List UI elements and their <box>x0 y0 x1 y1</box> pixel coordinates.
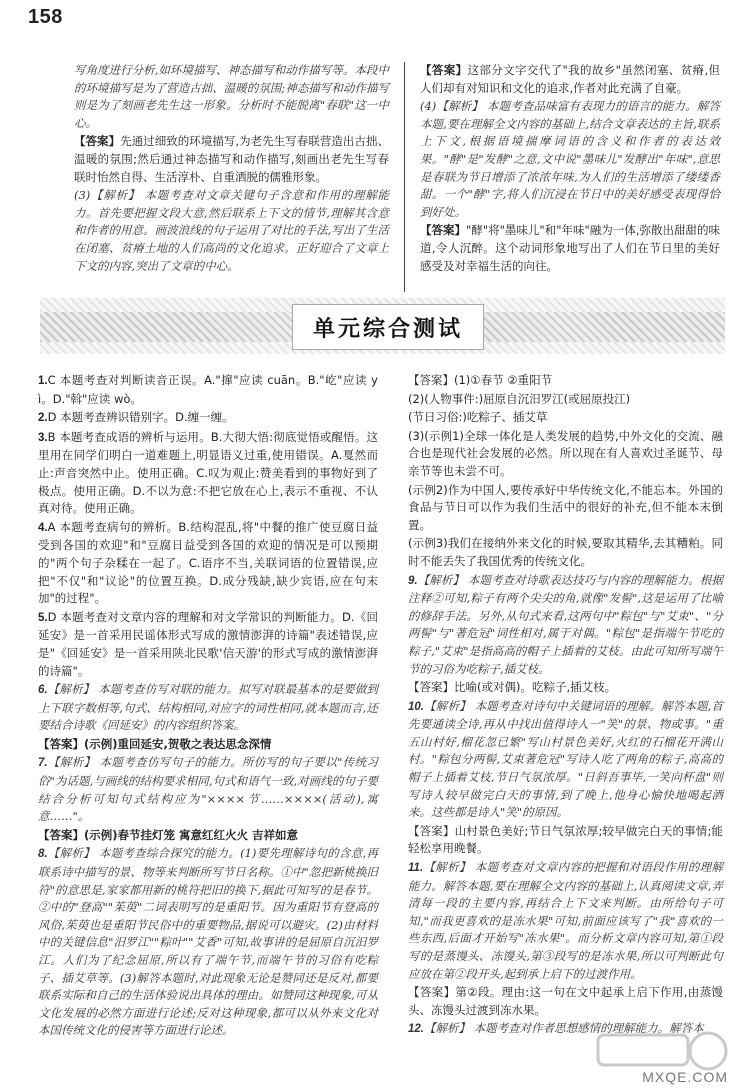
paragraph-text: "酵"将"墨味儿"和"年味"融为一体,弥散出甜甜的味道,令人沉醉。这个动词形象地写出了人们在节日里的美好感受及对幸福生活的向往。 <box>420 223 721 273</box>
question-number: 10. <box>408 700 424 713</box>
paragraph-text: 写角度进行分析,如环境描写、神态描写和动作描写等。本段中的环境描写是为了营造古拙、温暖的氛围;神态描写和动作描写则是为了刻画老先生这一形象。分析时不能脱离"春联"这一中心。 <box>74 63 389 130</box>
paragraph <box>408 679 723 697</box>
question-number: 3. <box>38 431 48 444</box>
paragraph-text: 【解析】 本题考查对作者思想感情的理解能力。解答本 <box>424 1021 704 1036</box>
paragraph <box>38 372 378 408</box>
paragraph <box>408 859 723 983</box>
paragraph-text: (4)【解析】 本题考查品味富有表现力的语言的能力。解答本题,要在理解全文内容的基础上,结合文章表达的主旨,联系上下文,根据语境揣摩词语的含义和作者的表达效果。"酵"是"发酵"之意,文中说"墨味儿"发酵出"年味",意思是春联为节日增添了浓浓年味,为人们的生活增添了缕缕香甜。一个"酵"字,将人们沉浸在节日中的美好感受表现得恰到好处。 <box>420 99 720 219</box>
paragraph <box>408 984 723 1019</box>
paragraph-text: 先通过细致的环境描写,为老先生写春联营造出古拙、温暖的氛围;然后通过神态描写和动作描写,刻画出老先生写春联时怡然自得、生活淳朴、自重洒脱的儒雅形象。 <box>74 134 389 184</box>
paragraph-text: B 本题考查成语的辨析与运用。B.大彻大悟:彻底觉悟或醒悟。这里用在同学们明白一道难题上,明显语义过重,使用错误。A.戛然而止:声音突然中止。使用正确。C.叹为观止:赞美看到的事物好到了极点。使用正确。D.不以为意:不把它放在心上,表示不重视、不认真对待。使用正确。 <box>38 429 378 516</box>
paragraph-text: (3)【解析】 本题考查对文章关键句子含意和作用的理解能力。首先要把握文段大意,然后联系上下文的情节,理解其含意和作者的用意。画波浪线的句子运用了对比的手法,写出了生活在闭塞、贫瘠土地的人们高尚的文化追求。正好迎合了文章上下文的内容,突出了文章的中心。 <box>74 188 389 273</box>
watermark-text: MXQE.COM <box>642 1069 728 1085</box>
answer-tag: 【答案】 <box>420 223 467 238</box>
paragraph-text: (3)(示例1)全球一体化是人类发展的趋势,中外文化的交流、融合也是现代社会发展的必然。所以现在有人喜欢过圣诞节、母亲节等也未尝不可。 <box>408 428 723 478</box>
question-number: 2. <box>38 412 48 425</box>
paragraph-text: 这部分文字交代了"我的故乡"虽然闭塞、贫瘠,但人们却有对知识和文化的追求,作者对此充满了自豪。 <box>420 63 721 95</box>
paragraph-text: 【答案】(1)①春节 ②重阳节 <box>408 373 553 387</box>
answers-left-column <box>38 372 378 1041</box>
paragraph <box>38 754 378 825</box>
paragraph <box>74 62 389 132</box>
paragraph <box>408 391 723 409</box>
paragraph <box>408 372 723 390</box>
paragraph-text: (示例2)作为中国人,要传承好中华传统文化,不能忘本。外国的食品与节日可以作为我们生活中的很好的补充,但不能本末倒置。 <box>408 482 723 532</box>
paragraph <box>420 98 720 221</box>
paragraph-text: 【答案】第②段。理由:这一句在文中起承上启下作用,由蒸馒头、冻馒头过渡到冻水果。 <box>408 985 723 1017</box>
paragraph <box>38 681 378 735</box>
page-number: 158 <box>28 6 63 28</box>
paragraph <box>408 572 723 679</box>
question-number: 9. <box>408 574 418 587</box>
question-number: 4. <box>38 521 48 534</box>
paragraph <box>408 698 723 822</box>
paragraph <box>38 736 378 754</box>
paragraph-text: 【答案】(示例)春节挂灯笼 寓意红红火火 吉祥如意 <box>38 827 299 842</box>
section-title: 单元综合测试 <box>312 316 463 342</box>
paragraph <box>38 845 378 1040</box>
banner-title-box <box>292 304 484 350</box>
paragraph <box>408 535 723 570</box>
question-number: 6. <box>38 684 48 697</box>
paragraph-text: 【解析】 本题考查对诗句中关键词语的理解。解答本题,首先要通读全诗,再从中找出值得诗人一"笑"的景、物或事。"重五山村好,榴花忽已繁"写山村景色美好,火红的石榴花开满山村。"粽包分两髻,艾束著危冠"写诗人吃了两角的粽子,高高的帽子上插着艾枝,节日气氛浓厚。"日斜吾事毕,一笑向杯盘"则写诗人较早做完白天的事情,到了晚上,他身心愉快地喝起酒来。这些都是诗人"笑"的原因。 <box>408 698 723 820</box>
paragraph-text: 【解析】 本题考查仿写句子的能力。所仿写的句子要以"传统习俗"为话题,与画线的结构要求相同,句式和语气一致,对画线的句子要结合分析可知句式结构应为"××××节……××××(活动),寓意……"。 <box>38 755 378 824</box>
paragraph-text: D 本题考查辨识错别字。D.缠一缠。 <box>47 410 234 425</box>
paragraph <box>74 133 389 186</box>
paragraph <box>38 609 378 680</box>
paragraph <box>74 187 389 275</box>
paragraph-text: (节日习俗:)吃粽子、插艾草 <box>408 410 548 425</box>
paragraph-text: D 本题考查对文章内容的理解和对文学常识的判断能力。D.《回延安》是一首采用民谣体形式写成的激情澎湃的诗篇"表述错误,应是"《回延安》是一首采用陕北民歌'信天游'的形式写成的激情澎湃的诗篇"。 <box>38 609 378 678</box>
top-left-column <box>74 62 389 276</box>
paragraph-text: 【解析】 本题考查对诗歌表达技巧与内容的理解能力。根据注释②可知,粽子有两个尖尖的角,就像"发髻",这是运用了比喻的修辞手法。另外,从句式来看,这两句中"粽包"与"艾束"、"分两髻"与"著危冠"词性相对,属于对偶。"粽包"是指端午节吃的粽子,"艾束"是指高高的帽子上插着的艾枝。由此可知所写端午节的习俗为吃粽子,插艾枝。 <box>408 572 723 676</box>
section-banner <box>40 298 725 354</box>
paragraph-text: 【答案】山村景色美好;节日气氛浓厚;较早做完白天的事情;能轻松享用晚餐。 <box>408 823 723 856</box>
question-number: 11. <box>408 862 424 875</box>
paragraph-text: 【解析】 本题考查综合探究的能力。(1)要先理解诗句的含意,再联系诗中描写的景、物等来判断所写节日名称。①中"忽把新桃换旧符"的意思是,家家都用新的桃符把旧的换下,据此可知写的是春节。②中的"登高""茱萸"二词表明写的是重阳节。因为重阳节有登高的风俗,茱萸也是重阳节民俗中的重要物品,据说可以避灾。(2)由材料中的关键信息"汨罗江""粽叶""艾香"可知,故事讲的是屈原自沉汨罗江。人们为了纪念屈原,所以有了端午节,而端午节的习俗有吃粽子、插艾草等。(3)解答本题时,对此现象无论是赞同还是反对,都要联系实际和自己的生活体验说出具体的理由。如赞同这种现象,可从文化发展的必然方面进行论述;反对这种现象,都可以从外来文化对本国传统文化的侵害等方面进行论述。 <box>38 846 378 1038</box>
paragraph <box>38 429 378 518</box>
question-number: 8. <box>38 848 48 861</box>
paragraph-text: C 本题考查对判断读音正误。A."撺"应读 cuān。B."屹"应读 yì。D."斡"应读 wò。 <box>38 373 378 406</box>
column-divider <box>404 62 405 292</box>
paragraph <box>420 222 720 275</box>
paragraph <box>38 827 378 845</box>
paragraph-text: 【答案】(示例)重回延安,贺敬之表达思念深情 <box>38 736 272 751</box>
paragraph <box>38 519 378 608</box>
paragraph <box>38 409 378 428</box>
answer-tag: 【答案】 <box>74 134 121 149</box>
answers-right-column <box>408 372 723 1040</box>
paragraph-text: 【解析】 本题考查仿写对联的能力。拟写对联最基本的是要做到上下联字数相等,句式、结构相同,对应字的词性相同,就本题而言,还要结合诗歌《回延安》的内容组织答案。 <box>38 682 378 733</box>
question-number: 1. <box>38 375 48 387</box>
paragraph <box>408 823 723 858</box>
paragraph-text: (2)(人物事件:)屈原自沉汨罗江(或屈原投江) <box>408 391 631 406</box>
paragraph <box>408 428 723 481</box>
answer-tag: 【答案】 <box>420 63 468 77</box>
paragraph-text: 【解析】 本题考查对文章内容的把握和对语段作用的理解能力。解答本题,要在理解全文内容的基础上,认真阅读文章,弄清每一段的主要内容,再结合上下文来判断。由所给句子可知,"而我更喜欢的是冻水果"可知,前面应该写了"我"喜欢的一些东西,后面才开始写"冻水果"。而分析文章内容可知,第①段写的是蒸馒头、冻馒头,第③段写的是冻水果,所以可判断此句应放在第②段开头,起到承上启下的过渡作用。 <box>408 860 723 981</box>
top-right-column <box>420 62 720 276</box>
paragraph-text: A 本题考查病句的辨析。B.结构混乱,将"中餐的推广使豆腐日益受到各国的欢迎"和"豆腐日益受到各国的欢迎的情况是可以预期的"两个句子杂糅在一起了。C.语序不当,关联词语的位置错误,应把"不仅"和"议论"的位置互换。D.成分残缺,缺少宾语,应在句末加"的过程"。 <box>38 519 378 606</box>
paragraph <box>408 409 723 427</box>
paragraph <box>408 482 723 535</box>
paragraph-text: (示例3)我们在接纳外来文化的时候,要取其精华,去其糟粕。同时不能丢失了我国优秀的传统文化。 <box>408 536 723 568</box>
question-number: 5. <box>38 611 48 624</box>
question-number: 12. <box>408 1023 424 1036</box>
paragraph-text: 【答案】比喻(或对偶)。吃粽子,插艾枝。 <box>408 680 617 695</box>
paragraph <box>420 62 720 97</box>
question-number: 7. <box>38 757 48 770</box>
